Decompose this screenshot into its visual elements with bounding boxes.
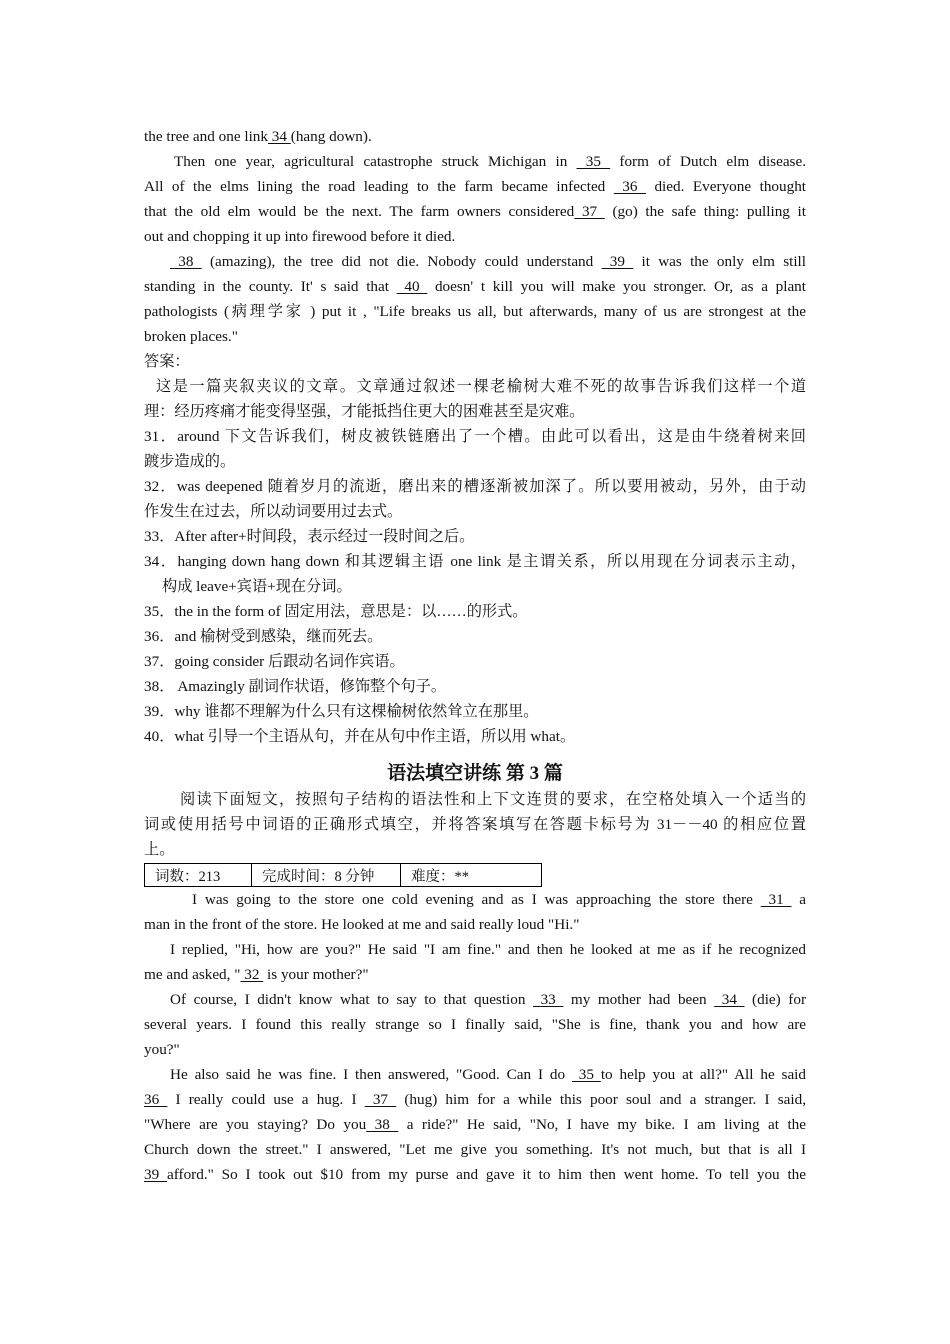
blank-39b: 39 <box>144 1166 167 1183</box>
passage-line: He also said he was fine. I then answered, "Good. Can I do 35 to help you at all?" All he said <box>170 1066 807 1083</box>
blank-38b: 38 <box>366 1116 399 1133</box>
passage-line: All of the elms lining the road leading to the farm became infected 36 died. Everyone thought <box>144 178 807 195</box>
answer-item: 35．the in the form of 固定用法，意思是：以……的形式。 <box>144 603 528 620</box>
blank-33: 33 <box>533 991 564 1008</box>
blank-34b: 34 <box>714 991 745 1008</box>
passage-line: that the old elm would be the next. The farm owners considered 37 (go) the safe thing: pulling it <box>144 203 806 220</box>
blank-39: 39 <box>601 253 634 270</box>
answer-item: 38． Amazingly 副词作状语，修饰整个句子。 <box>144 678 447 695</box>
passage-line: 36 I really could use a hug. I 37 (hug) him for a while this poor soul and a stranger. I said, <box>144 1091 806 1108</box>
answer-item: 36．and 榆树受到感染，继而死去。 <box>144 628 383 645</box>
answer-item: 33．After after+时间段，表示经过一段时间之后。 <box>144 528 475 545</box>
passage-line: I replied, "Hi, how are you?" He said "I am fine." and then he looked at me as if he recognized <box>170 941 806 958</box>
time-limit: 完成时间：8 分钟 <box>252 864 401 887</box>
section-heading: 语法填空讲练 第 3 篇 <box>387 763 563 784</box>
blank-34: 34 <box>267 128 291 145</box>
passage-line: "Where are you staying? Do you 38 a ride?" He said, "No, I have my bike. I am living at the <box>144 1116 807 1133</box>
answer-item: 40．what 引导一个主语从句，并在从句中作主语，所以用 what。 <box>144 728 576 745</box>
blank-35b: 35 <box>571 1066 601 1083</box>
blank-37b: 37 <box>364 1091 397 1108</box>
passage-line: pathologists (病理学家 ) put it , "Life breaks us all, but afterwards, many of us are strongest at the <box>144 303 806 320</box>
passage-line: the tree and one link 34 (hang down). <box>144 128 372 145</box>
passage-line: Then one year, agricultural catastrophe struck Michigan in 35 form of Dutch elm disease. <box>174 153 807 170</box>
blank-36: 36 <box>613 178 646 195</box>
word-count: 词数：213 <box>145 864 252 887</box>
document-page <box>144 124 806 1187</box>
passage-line: 38 (amazing), the tree did not die. Nobody could understand 39 it was the only elm still <box>170 253 806 270</box>
instructions: 上。 <box>144 841 175 858</box>
passage-line: standing in the county. It' s said that 40 doesn' t kill you will make you stronger. Or, as a plant <box>144 278 806 295</box>
answer-item: 踱步造成的。 <box>144 453 236 470</box>
blank-38: 38 <box>170 253 202 270</box>
blank-32: 32 <box>240 966 264 983</box>
answers-title: 答案： <box>144 353 190 370</box>
passage-line: Church down the street." I answered, "Let me give you something. It's not much, but that is all I <box>144 1141 806 1158</box>
answer-item: 31．around 下文告诉我们，树皮被铁链磨出了一个槽。由此可以看出，这是由牛绕着树来回 <box>144 428 806 445</box>
instructions: 阅读下面短文，按照句子结构的语法性和上下文连贯的要求，在空格处填入一个适当的 <box>180 791 806 808</box>
blank-31: 31 <box>760 891 792 908</box>
answer-item: 34．hanging down hang down 和其逻辑主语 one link 是主谓关系，所以用现在分词表示主动， <box>144 553 806 570</box>
answer-item: 37．going consider 后跟动名词作宾语。 <box>144 653 405 670</box>
info-table <box>144 863 542 887</box>
blank-37: 37 <box>574 203 605 220</box>
passage-line: me and asked, " 32 is your mother?" <box>144 966 369 983</box>
blank-40: 40 <box>396 278 428 295</box>
answer-item: 作发生在过去，所以动词要用过去式。 <box>144 503 403 520</box>
answers-summary: 这是一篇夹叙夹议的文章。文章通过叙述一棵老榆树大难不死的故事告诉我们这样一个道 <box>156 378 806 395</box>
instructions: 词或使用括号中词语的正确形式填空，并将答案填写在答题卡标号为 31－－40 的相应位置 <box>144 816 806 833</box>
difficulty: 难度：** <box>401 864 542 887</box>
passage-line: you?" <box>144 1041 180 1058</box>
blank-35: 35 <box>576 153 611 170</box>
passage-line: man in the front of the store. He looked at me and said really loud "Hi." <box>144 916 580 933</box>
passage-line: broken places." <box>144 328 238 345</box>
answer-item: 32．was deepened 随着岁月的流逝，磨出来的槽逐渐被加深了。所以要用被动，另外，由于动 <box>144 478 806 495</box>
answers-summary: 理：经历疼痛才能变得坚强，才能抵挡住更大的困难甚至是灾难。 <box>144 403 585 420</box>
answer-item: 39．why 谁都不理解为什么只有这棵榆树依然耸立在那里。 <box>144 703 539 720</box>
answer-item: 构成 leave+宾语+现在分词。 <box>162 578 352 595</box>
passage-line: out and chopping it up into firewood before it died. <box>144 228 456 245</box>
passage-line: several years. I found this really strange so I finally said, "She is fine, thank you and how are <box>144 1016 806 1033</box>
blank-36b: 36 <box>144 1091 168 1108</box>
passage-line: 39 afford." So I took out $10 from my purse and gave it to him then went home. To tell you the <box>144 1166 806 1183</box>
passage-line: Of course, I didn't know what to say to that question 33 my mother had been 34 (die) for <box>170 991 807 1008</box>
passage-line: I was going to the store one cold evening and as I was approaching the store there 31 a <box>192 891 807 908</box>
